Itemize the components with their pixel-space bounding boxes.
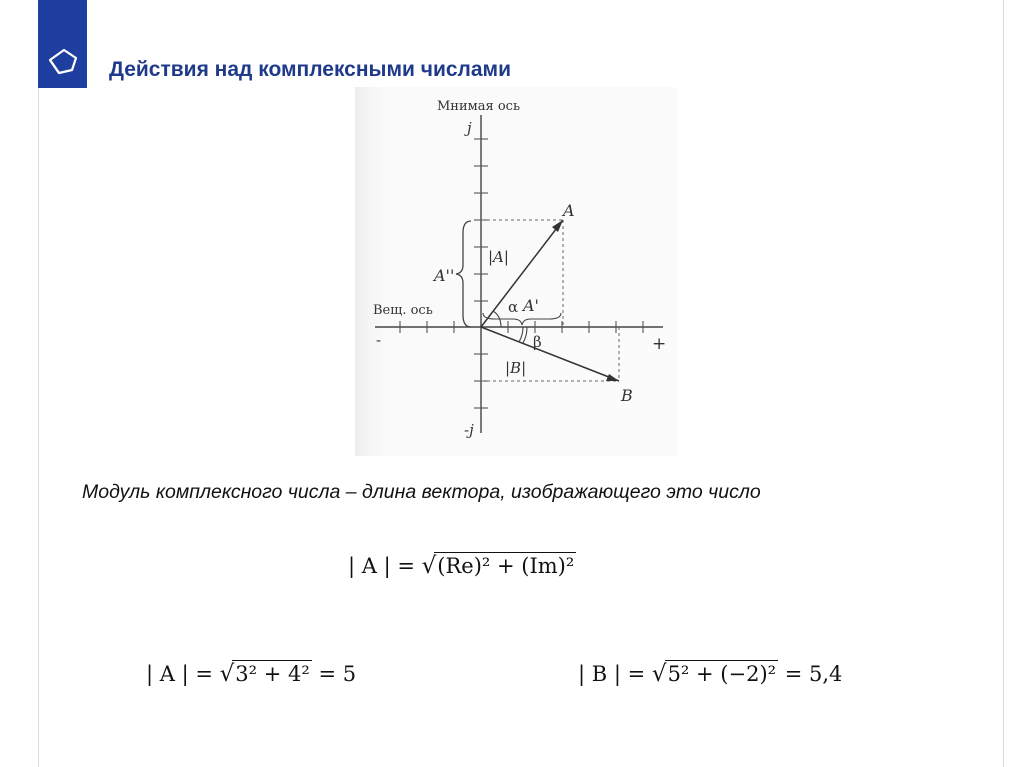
vector-b-arrowhead xyxy=(606,374,619,381)
label-negative-j: -j xyxy=(464,421,474,439)
label-modulus-b: |B| xyxy=(505,359,527,377)
imaginary-axis-label: Мнимая ось xyxy=(437,99,521,114)
angle-beta-arc-2 xyxy=(523,327,527,343)
label-beta: β xyxy=(533,333,542,351)
book-icon xyxy=(47,46,79,76)
formula-a xyxy=(146,660,356,687)
formula-b-result: = 5,4 xyxy=(784,662,843,686)
complex-plane-diagram xyxy=(355,87,677,456)
label-point-b: B xyxy=(621,386,633,405)
slide-frame-left xyxy=(38,0,39,767)
formula-general-lhs: | A | = xyxy=(348,554,415,578)
label-alpha: α xyxy=(508,298,519,316)
angle-beta-arc-1 xyxy=(519,327,523,342)
complex-plane-svg xyxy=(355,87,677,456)
label-a-imag: A'' xyxy=(434,266,455,285)
formula-general-radicand: (Re)² + (Im)² xyxy=(434,552,576,578)
label-plus: + xyxy=(652,334,667,354)
label-point-a: A xyxy=(563,201,575,220)
sqrt-sign: √ xyxy=(421,553,437,579)
formula-b-radicand: 5² + (−2)² xyxy=(665,660,779,686)
formula-a-radicand: 3² + 4² xyxy=(232,660,312,686)
modulus-definition-caption: Модуль комплексного числа – длина вектора, изображающего это число xyxy=(82,481,761,503)
formula-b xyxy=(578,660,842,687)
formula-general xyxy=(348,552,576,579)
label-a-real: A' xyxy=(523,296,539,315)
vector-a-arrowhead xyxy=(552,220,563,232)
brace-a-imag xyxy=(456,221,471,327)
slide-title: Действия над комплексными числами xyxy=(109,58,512,81)
real-axis-label: Вещ. ось xyxy=(373,303,433,318)
formula-a-result: = 5 xyxy=(318,662,357,686)
slide-frame-right xyxy=(1003,0,1004,767)
formula-a-lhs: | A | = xyxy=(146,662,213,686)
brace-a-real xyxy=(483,313,561,325)
label-minus: - xyxy=(376,331,382,349)
label-modulus-a: |A| xyxy=(488,248,509,266)
sqrt-sign: √ xyxy=(219,661,235,687)
formula-b-lhs: | B | = xyxy=(578,662,646,686)
label-positive-j: j xyxy=(467,119,472,137)
vector-b xyxy=(481,327,619,381)
sqrt-sign: √ xyxy=(651,661,667,687)
logo-badge xyxy=(38,0,87,88)
